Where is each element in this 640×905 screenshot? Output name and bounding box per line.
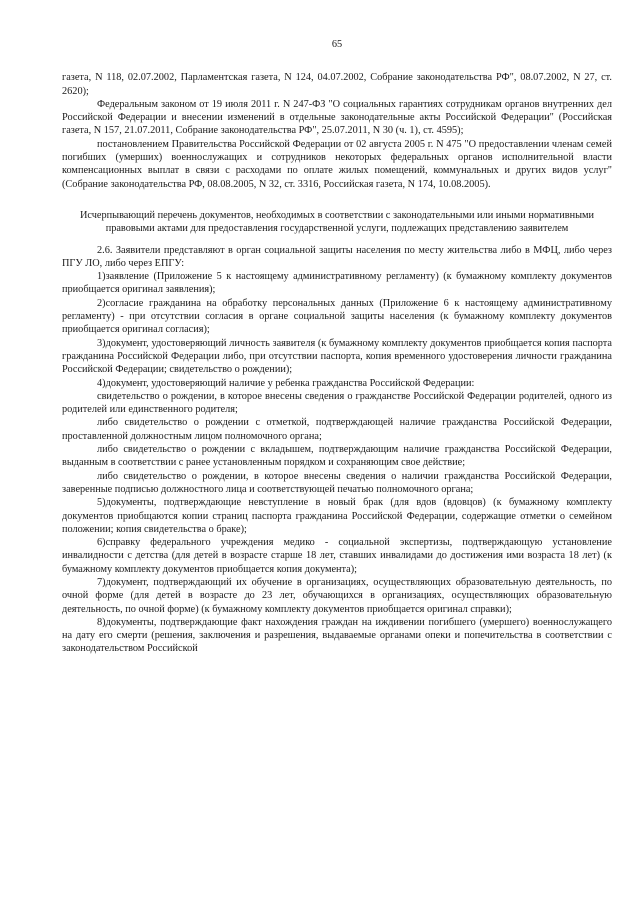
page-number: 65 bbox=[331, 39, 343, 50]
paragraph-federal-law-247: Федеральным законом от 19 июля 2011 г. N 247-ФЗ "О социальных гарантиях сотрудникам органов внутренних дел Российской Федерации и внесении изменений в отдельные законодательные акты Российской Федерации" (Российская газета, N 157, 21.07.2011, Собрание законодательства РФ", 25.07.2011, N 30 (ч. 1), ст. 4595); bbox=[62, 98, 612, 137]
item-1-application: 1)заявление (Приложение 5 к настоящему административному регламенту) (к бумажному комплекту документов приобщается оригинал заявления); bbox=[62, 271, 612, 296]
item-4-option-certificate-mark: либо свидетельство о рождении с отметкой, подтверждающей наличие гражданства Российской Федерации, проставленной должностным лицом полномочного органа; bbox=[62, 417, 612, 442]
item-7-education-document: 7)документ, подтверждающий их обучение в организациях, осуществляющих образовательную деятельность, по очной форме (для детей в возрасте до 23 лет, обучающихся в организациях, осуществляющих образовательную деятельность, по очной форме) (к бумажному комплекту документов приобщается оригинал справки); bbox=[62, 576, 612, 615]
item-8-dependency-documents: 8)документы, подтверждающие факт нахождения граждан на иждивении погибшего (умершего) военнослужащего на дату его смерти (решения, заключения и разрешения, выдаваемые органами опеки и попечительства в соответствии с законодательством Российской bbox=[62, 616, 612, 655]
paragraph-government-decree-475: постановлением Правительства Российской Федерации от 02 августа 2005 г. N 475 "О предоставлении членам семей погибших (умерших) военнослужащих и сотрудников некоторых федеральных органов исполнительной власти компенсационных выплат в связи с расходами по оплате жилых помещений, коммунальных и других видов услуг" (Собрание законодательства РФ, 08.08.2005, N 32, ст. 3316, Российская газета, N 174, 10.08.2005). bbox=[62, 138, 612, 190]
item-5-non-remarriage: 5)документы, подтверждающие невступление в новый брак (для вдов (вдовцов) (к бумажному комплекту документов приобщаются копии страниц паспорта гражданина Российской Федерации, содержащие отметки о семейном положении; копия свидетельства о браке); bbox=[62, 497, 612, 535]
item-4-option-birth-certificate: свидетельство о рождении, в которое внесены сведения о гражданстве Российской Федерации родителей, одного из родителей или единственного родителя; bbox=[62, 390, 612, 416]
item-3-identity-document: 3)документ, удостоверяющий личность заявителя (к бумажному комплекту документов приобщается копия паспорта гражданина Российской Федерации либо, при отсутствии паспорта, копия временного удостоверения личности гражданина Российской Федерации; свидетельство о рождении); bbox=[62, 337, 612, 376]
section-heading: Исчерпывающий перечень документов, необходимых в соответствии с законодательными или иными нормативными правовыми актами для предоставления государственной услуги, подлежащих представлению заявителем bbox=[79, 209, 595, 235]
item-4-citizenship-document: 4)документ, удостоверяющий наличие у ребенка гражданства Российской Федерации: bbox=[97, 377, 475, 389]
item-2-consent: 2)согласие гражданина на обработку персональных данных (Приложение 6 к настоящему административному регламенту) - при отсутствии согласия в органе социальной защиты населения (к бумажному комплекту документов приобщается оригинал согласия); bbox=[62, 297, 612, 336]
paragraph-gazette-continuation: газета, N 118, 02.07.2002, Парламентская газета, N 124, 04.07.2002, Собрание законодательства РФ", 08.07.2002, N 27, ст. 2620); bbox=[62, 72, 612, 97]
paragraph-2-6: 2.6. Заявители представляют в орган социальной защиты населения по месту жительства либо в МФЦ, либо через ПГУ ЛО, либо через ЕПГУ: bbox=[62, 244, 612, 269]
document-page bbox=[62, 38, 612, 656]
item-6-disability-certificate: 6)справку федерального учреждения медико - социальной экспертизы, подтверждающую установление инвалидности с детства (для детей в возрасте старше 18 лет, ставших инвалидами до достижения ими возраста 18 лет) (к бумажному комплекту документов приобщается копия документа); bbox=[62, 537, 612, 575]
item-4-option-certificate-signed: либо свидетельство о рождении, в которое внесены сведения о наличии гражданства Российской Федерации, заверенные подписью должностного лица и соответствующей печатью полномочного органа; bbox=[62, 470, 612, 495]
item-4-option-certificate-insert: либо свидетельство о рождении с вкладышем, подтверждающим наличие гражданства Российской Федерации, выданным в соответствии с ранее установленным порядком и сохраняющим свое действие; bbox=[62, 444, 612, 469]
